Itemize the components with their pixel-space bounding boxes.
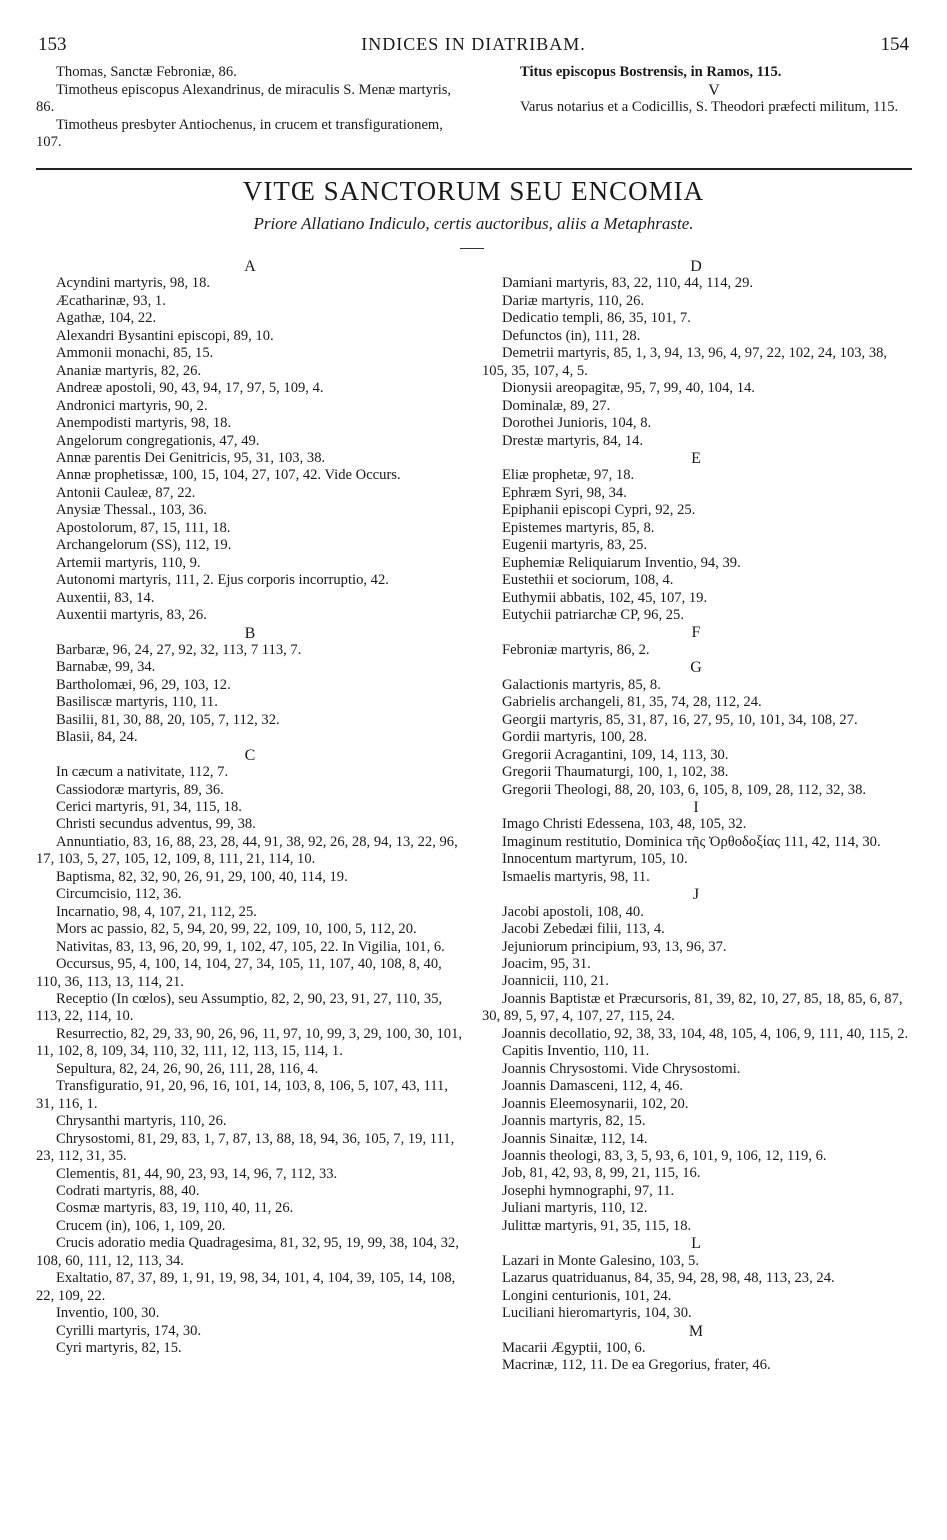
index-column-left: [36, 258, 464, 1358]
index-entry: Thomas, Sanctæ Febroniæ, 86.: [56, 64, 237, 80]
index-entry: Luciliani hieromartyris, 104, 30.: [502, 1305, 692, 1322]
index-entry: Gregorii Thaumaturgi, 100, 1, 102, 38.: [502, 764, 729, 781]
index-entry: Joannicii, 110, 21.: [502, 973, 609, 990]
index-entry: Imago Christi Edessena, 103, 48, 105, 32.: [502, 816, 747, 833]
index-entry: Jacobi apostoli, 108, 40.: [502, 903, 644, 920]
index-entry: Occursus, 95, 4, 100, 14, 104, 27, 34, 105, 11, 107, 40, 108, 8, 40, 110, 36, 113, 13, 114, 21.: [36, 956, 442, 990]
index-entry: Antonii Cauleæ, 87, 22.: [56, 484, 196, 501]
index-entry: Andronici martyris, 90, 2.: [56, 397, 208, 414]
index-entry: Capitis Inventio, 110, 11.: [502, 1043, 650, 1060]
index-entry: Basilii, 81, 30, 88, 20, 105, 7, 112, 32.: [56, 711, 280, 728]
index-entry: Anysiæ Thessal., 103, 36.: [56, 502, 207, 519]
index-entry: Innocentum martyrum, 105, 10.: [502, 851, 688, 868]
index-entry: Exaltatio, 87, 37, 89, 1, 91, 19, 98, 34, 101, 4, 104, 39, 105, 14, 108, 22, 109, 22.: [36, 1270, 456, 1304]
index-entry: Gordii martyris, 100, 28.: [502, 729, 648, 746]
index-entry: Gabrielis archangeli, 81, 35, 74, 28, 112, 24.: [502, 694, 762, 711]
section-title: VITŒ SANCTORUM SEU ENCOMIA: [242, 176, 705, 206]
letter-heading: L: [691, 1235, 701, 1253]
letter-heading: F: [691, 624, 701, 642]
index-entry: Annuntiatio, 83, 16, 88, 23, 28, 44, 91, 38, 92, 26, 28, 94, 13, 22, 96, 17, 103, 5, 27, 105, 12, 109, 8, 111, 21, 114, 10.: [36, 833, 458, 868]
index-entry: Ananiæ martyris, 82, 26.: [56, 362, 202, 379]
index-entry: Mors ac passio, 82, 5, 94, 20, 99, 22, 109, 10, 100, 5, 112, 20.: [56, 921, 417, 938]
index-entry: Job, 81, 42, 93, 8, 99, 21, 115, 16.: [502, 1165, 701, 1182]
index-entry: Defunctos (in), 111, 28.: [502, 327, 641, 344]
section-subtitle: Priore Allatiano Indiculo, certis auctoribus, aliis a Metaphraste.: [253, 214, 694, 233]
index-entry: Epiphanii episcopi Cypri, 92, 25.: [502, 502, 696, 519]
index-entry: Joannis decollatio, 92, 38, 33, 104, 48, 105, 4, 106, 9, 111, 40, 115, 2.: [502, 1025, 909, 1042]
index-entry: Macrinæ, 112, 11. De ea Gregorius, frater, 46.: [502, 1357, 771, 1374]
index-entry: Acyndini martyris, 98, 18.: [56, 275, 211, 292]
index-entry: Chrysanthi martyris, 110, 26.: [56, 1113, 227, 1130]
index-entry: Transfiguratio, 91, 20, 96, 16, 101, 14, 103, 8, 106, 5, 107, 43, 111, 31, 116, 1.: [36, 1078, 448, 1112]
index-entry: Anempodisti martyris, 98, 18.: [56, 415, 232, 432]
index-entry: Codrati martyris, 88, 40.: [56, 1182, 200, 1199]
index-entry: Macarii Ægyptii, 100, 6.: [502, 1339, 646, 1356]
index-entry: Bartholomæi, 96, 29, 103, 12.: [56, 676, 231, 693]
index-entry: Dorothei Junioris, 104, 8.: [502, 415, 652, 432]
index-entry: Ismaelis martyris, 98, 11.: [502, 868, 650, 885]
index-entry: Febroniæ martyris, 86, 2.: [502, 641, 650, 658]
index-entry: Dedicatio templi, 86, 35, 101, 7.: [502, 310, 691, 327]
index-entry: Clementis, 81, 44, 90, 23, 93, 14, 96, 7, 112, 33.: [56, 1165, 338, 1182]
index-entry: Cerici martyris, 91, 34, 115, 18.: [56, 799, 242, 815]
index-entry: Artemii martyris, 110, 9.: [56, 554, 201, 571]
index-entry: Christi secundus adventus, 99, 38.: [56, 816, 256, 833]
index-entry: Auxentii, 83, 14.: [56, 589, 155, 606]
index-entry: Cyri martyris, 82, 15.: [56, 1340, 182, 1357]
index-entry: Andreæ apostoli, 90, 43, 94, 17, 97, 5, 109, 4.: [56, 380, 324, 397]
index-entry: Incarnatio, 98, 4, 107, 21, 112, 25.: [56, 903, 257, 920]
continued-left-column: [36, 64, 464, 152]
letter-heading: C: [244, 746, 256, 764]
index-entry: Euthymii abbatis, 102, 45, 107, 19.: [502, 589, 708, 606]
index-entry: Æcatharinæ, 93, 1.: [56, 292, 166, 309]
letter-heading: J: [692, 886, 700, 904]
index-entry: Joannis Eleemosynarii, 102, 20.: [502, 1095, 689, 1112]
title-rule: [460, 248, 484, 249]
index-column-right: [482, 258, 910, 1375]
index-entry: Annæ prophetissæ, 100, 15, 104, 27, 107, 42. Vide Occurs.: [56, 467, 401, 484]
index-entry: Barbaræ, 96, 24, 27, 92, 32, 113, 7 113, 7.: [56, 641, 302, 658]
index-entry: Varus notarius et a Codicillis, S. Theodori præfecti militum, 115.: [520, 98, 899, 115]
index-entry: Drestæ martyris, 84, 14.: [502, 432, 644, 449]
index-entry: Lazarus quatriduanus, 84, 35, 94, 28, 98, 48, 113, 23, 24.: [502, 1270, 835, 1287]
index-entry: Apostolorum, 87, 15, 111, 18.: [56, 519, 231, 536]
index-entry: Joannis Sinaitæ, 112, 14.: [502, 1130, 648, 1147]
index-entry: Nativitas, 83, 13, 96, 20, 99, 1, 102, 47, 105, 22. In Vigilia, 101, 6.: [56, 938, 445, 955]
index-entry: Resurrectio, 82, 29, 33, 90, 26, 96, 11, 97, 10, 99, 3, 29, 100, 30, 101, 11, 102, 8, 109, 34, 110, 32, 111, 12, 113, 15, 114, 1.: [36, 1025, 463, 1060]
index-entry: Joannis martyris, 82, 15.: [502, 1113, 646, 1130]
letter-heading: G: [690, 659, 702, 677]
index-entry: Baptisma, 82, 32, 90, 26, 91, 29, 100, 40, 114, 19.: [56, 868, 348, 885]
index-entry: Damiani martyris, 83, 22, 110, 44, 114, 29.: [502, 275, 754, 292]
index-entry: Inventio, 100, 30.: [56, 1305, 160, 1322]
index-entry: Ammonii monachi, 85, 15.: [56, 345, 214, 362]
running-title: INDICES IN DIATRIBAM.: [361, 34, 586, 54]
index-entry: Sepultura, 82, 24, 26, 90, 26, 111, 28, 116, 4.: [56, 1060, 319, 1077]
letter-heading: M: [688, 1322, 704, 1340]
index-entry: Gregorii Theologi, 88, 20, 103, 6, 105, 8, 109, 28, 112, 32, 38.: [502, 781, 867, 798]
index-entry: Ephræm Syri, 98, 34.: [502, 484, 627, 501]
index-entry: Titus episcopus Bostrensis, in Ramos, 115.: [520, 64, 782, 80]
index-entry: Auxentii martyris, 83, 26.: [56, 607, 207, 624]
index-entry: Barnabæ, 99, 34.: [56, 659, 156, 676]
index-entry: Juliani martyris, 110, 12.: [502, 1200, 648, 1217]
index-entry: Joacim, 95, 31.: [502, 956, 591, 973]
index-entry: Angelorum congregationis, 47, 49.: [56, 432, 260, 449]
index-entry: Circumcisio, 112, 36.: [56, 886, 182, 903]
index-entry: Jejuniorum principium, 93, 13, 96, 37.: [502, 938, 727, 955]
index-entry: Blasii, 84, 24.: [56, 729, 138, 746]
index-entry: Cassiodoræ martyris, 89, 36.: [56, 781, 224, 798]
index-entry: Eliæ prophetæ, 97, 18.: [502, 467, 635, 484]
index-entry: Joannis theologi, 83, 3, 5, 93, 6, 101, 9, 106, 12, 119, 6.: [502, 1148, 827, 1165]
index-entry: Timotheus episcopus Alexandrinus, de miraculis S. Menæ martyris, 86.: [36, 81, 452, 115]
continued-right-column: [500, 64, 928, 116]
index-entry: Jacobi Zebedæi filii, 113, 4.: [502, 921, 665, 938]
index-entry: Joannis Baptistæ et Præcursoris, 81, 39, 82, 10, 27, 85, 18, 85, 6, 87, 30, 89, 5, 97, 4, 107, 27, 115, 24.: [482, 990, 903, 1025]
index-entry: Crucem (in), 106, 1, 109, 20.: [56, 1217, 226, 1234]
index-entry: Annæ parentis Dei Genitricis, 95, 31, 103, 38.: [56, 449, 326, 466]
index-entry: Archangelorum (SS), 112, 19.: [56, 537, 232, 554]
index-entry: Galactionis martyris, 85, 8.: [502, 676, 661, 693]
index-entry: Lazari in Monte Galesino, 103, 5.: [502, 1252, 699, 1269]
index-entry: Chrysostomi, 81, 29, 83, 1, 7, 87, 13, 88, 18, 94, 36, 105, 7, 19, 111, 23, 112, 31, 35.: [36, 1130, 455, 1165]
index-entry: Julittæ martyris, 91, 35, 115, 18.: [502, 1217, 692, 1234]
index-entry: Crucis adoratio media Quadragesima, 81, 32, 95, 19, 99, 38, 104, 32, 108, 60, 111, 12, 113, 34.: [36, 1235, 459, 1269]
index-entry: Autonomi martyris, 111, 2. Ejus corporis incorruptio, 42.: [56, 572, 389, 589]
index-entry: In cæcum a nativitate, 112, 7.: [56, 764, 229, 781]
index-entry: Georgii martyris, 85, 31, 87, 16, 27, 95, 10, 101, 34, 108, 27.: [502, 711, 858, 728]
index-entry: Joannis Damasceni, 112, 4, 46.: [502, 1078, 684, 1095]
index-entry: Alexandri Bysantini episcopi, 89, 10.: [56, 327, 274, 344]
index-entry: Cyrilli martyris, 174, 30.: [56, 1322, 202, 1339]
index-entry: Joannis Chrysostomi. Vide Chrysostomi.: [502, 1060, 741, 1077]
index-entry: Agathæ, 104, 22.: [56, 310, 157, 327]
index-entry: Eutychii patriarchæ CP, 96, 25.: [502, 607, 684, 624]
index-entry: Gregorii Acragantini, 109, 14, 113, 30.: [502, 746, 729, 763]
running-header: [38, 34, 909, 56]
index-entry: Basiliscæ martyris, 110, 11.: [56, 694, 218, 711]
index-entry: Cosmæ martyris, 83, 19, 110, 40, 11, 26.: [56, 1200, 294, 1217]
index-entry: Timotheus presbyter Antiochenus, in crucem et transfigurationem, 107.: [36, 116, 443, 150]
index-entry: Longini centurionis, 101, 24.: [502, 1287, 672, 1304]
index-entry: Josephi hymnographi, 97, 11.: [502, 1182, 675, 1199]
section-divider: [36, 168, 912, 170]
index-entry: Demetrii martyris, 85, 1, 3, 94, 13, 96, 4, 97, 22, 102, 24, 103, 38, 105, 35, 107, 4, 5.: [482, 345, 888, 379]
letter-heading: E: [691, 449, 701, 467]
index-entry: Epistemes martyris, 85, 8.: [502, 519, 655, 536]
index-entry: Dionysii areopagitæ, 95, 7, 99, 40, 104, 14.: [502, 380, 755, 397]
index-entry: Eustethii et sociorum, 108, 4.: [502, 572, 674, 589]
page-number-right: 154: [880, 34, 909, 55]
page-number-left: 153: [38, 34, 67, 55]
index-entry: Dominalæ, 89, 27.: [502, 397, 611, 414]
continued-entries: [36, 64, 912, 164]
letter-heading: V: [708, 81, 720, 99]
letter-heading: A: [244, 258, 256, 275]
letter-heading: B: [244, 624, 256, 642]
index-entry: Eugenii martyris, 83, 25.: [502, 537, 648, 554]
index-entry: Euphemiæ Reliquiarum Inventio, 94, 39.: [502, 554, 741, 571]
index-entry: Receptio (In cœlos), seu Assumptio, 82, 2, 90, 23, 91, 27, 110, 35, 113, 22, 114, 10.: [36, 990, 443, 1025]
letter-heading: D: [690, 258, 702, 275]
letter-heading: I: [693, 798, 699, 816]
index-entry: Imaginum restitutio, Dominica τῆς Ὀρθοδοξίας 111, 42, 114, 30.: [502, 833, 881, 850]
index-entry: Dariæ martyris, 110, 26.: [502, 292, 645, 309]
